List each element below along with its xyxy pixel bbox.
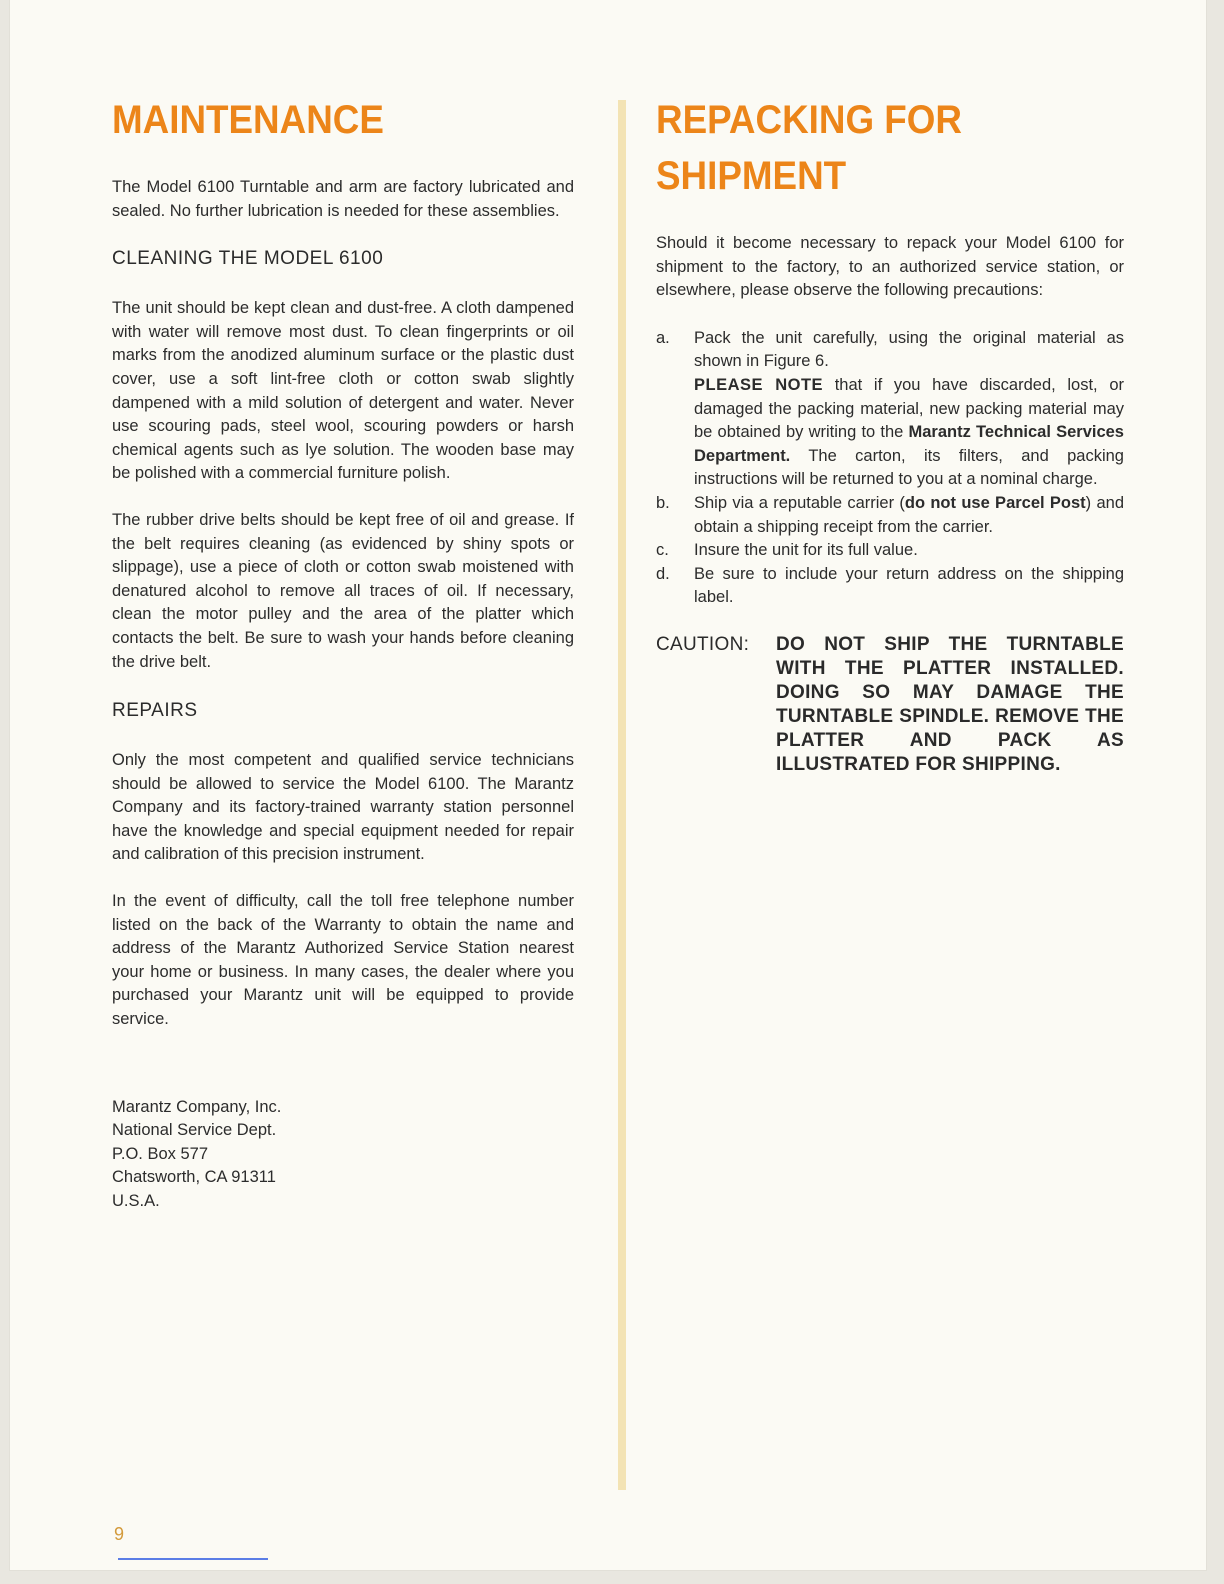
caution-text: DO NOT SHIP THE TURNTABLE WITH THE PLATTER INSTALLED. DOING SO MAY DAMAGE THE TURNTABLE SPINDLE. REMOVE THE PLATTER AND PACK AS ILLUSTRATED FOR SHIPPING. <box>776 633 1124 775</box>
repairs-heading: REPAIRS <box>112 700 198 722</box>
please-note-part2: The carton, its filters, and packing instructions will be returned to you at a nominal charge. <box>694 446 1124 489</box>
column-divider <box>618 100 626 1490</box>
repacking-intro: Should it become necessary to repack your Model 6100 for shipment to the factory, to an authorized service station, or elsewhere, please observe the following precautions: <box>656 234 1124 300</box>
repairs-paragraph: Only the most competent and qualified service technicians should be allowed to service the Model 6100. The Marantz Company and its factory-trained warranty station personnel have the knowledge and special equipment needed for repair and calibration of this precision instrument. <box>112 751 574 864</box>
step-d-text: Be sure to include your return address on the shipping label. <box>694 564 1124 607</box>
scan-edge-mark <box>118 1558 268 1560</box>
drive-belts-paragraph: The rubber drive belts should be kept free of oil and grease. If the belt requires cleaning (as evidenced by shiny spots or slippage), use a piece of cloth or cotton swab moistened with denatured alcohol to remove all traces of oil. If necessary, clean the motor pulley and the area of the platter which contacts the belt. Be sure to wash your hands before cleaning the drive belt. <box>112 510 574 671</box>
step-c-text: Insure the unit for its full value. <box>694 541 918 560</box>
document-page <box>10 0 1206 1570</box>
address-line: National Service Dept. <box>112 1121 277 1140</box>
technical-services-name: Marantz Technical Services Department. <box>694 423 1124 465</box>
address-line: Chatsworth, CA 91311 <box>112 1168 276 1187</box>
service-address <box>112 1096 574 1214</box>
page-number: 9 <box>114 1524 125 1544</box>
step-b-part2: ) and obtain a shipping receipt from the carrier. <box>694 493 1125 536</box>
maintenance-heading: MAINTENANCE <box>112 98 384 142</box>
list-item <box>656 327 1124 492</box>
repacking-heading: REPACKING FOR SHIPMENT <box>656 98 963 198</box>
please-note-text <box>694 374 1124 492</box>
cleaning-paragraph: The unit should be kept clean and dust-free. A cloth dampened with water will remove most dust. To clean fingerprints or oil marks from the anodized aluminum surface or the plastic dust cover, use a soft lint-free cloth or cotton swab slightly dampened with a mild solution of detergent and water. Never use scouring pads, steel wool, scouring powders or harsh chemical agents such as lye solution. The wooden base may be polished with a commercial furniture polish. <box>112 299 574 483</box>
please-note-part1: that if you have discarded, lost, or damaged the packing material, new packing material may be obtained by writing to the <box>694 375 1124 442</box>
maintenance-column <box>112 92 574 1214</box>
list-item <box>656 492 1124 539</box>
cleaning-heading: CLEANING THE MODEL 6100 <box>112 248 384 270</box>
maintenance-intro: The Model 6100 Turntable and arm are factory lubricated and sealed. No further lubrication is needed for these assemblies. <box>112 178 574 220</box>
step-a-text: Pack the unit carefully, using the original material as shown in Figure 6. <box>694 328 1124 371</box>
list-item-label: a. <box>656 328 670 347</box>
step-b-text <box>694 492 1124 539</box>
precautions-list <box>656 327 1124 610</box>
list-item <box>656 539 1124 563</box>
list-item <box>656 563 1124 610</box>
address-line: U.S.A. <box>112 1192 160 1210</box>
address-line: Marantz Company, Inc. <box>112 1097 282 1116</box>
list-item-label: c. <box>656 541 669 560</box>
please-note-lead: PLEASE NOTE <box>694 375 824 394</box>
caution-block <box>656 633 1124 777</box>
step-b-part1: Ship via a reputable carrier ( <box>694 493 905 512</box>
list-item-label: d. <box>656 564 670 583</box>
caution-label: CAUTION: <box>656 633 750 655</box>
address-line: P.O. Box 577 <box>112 1144 209 1163</box>
parcel-post-warning: do not use Parcel Post <box>904 493 1086 512</box>
repacking-column <box>656 92 1124 777</box>
difficulty-paragraph: In the event of difficulty, call the toll free telephone number listed on the back of the Warranty to obtain the name and address of the Marantz Authorized Service Station nearest your home or business. In many cases, the dealer where you purchased your Marantz unit will be equipped to provide service. <box>112 892 574 1029</box>
list-item-label: b. <box>656 493 670 512</box>
